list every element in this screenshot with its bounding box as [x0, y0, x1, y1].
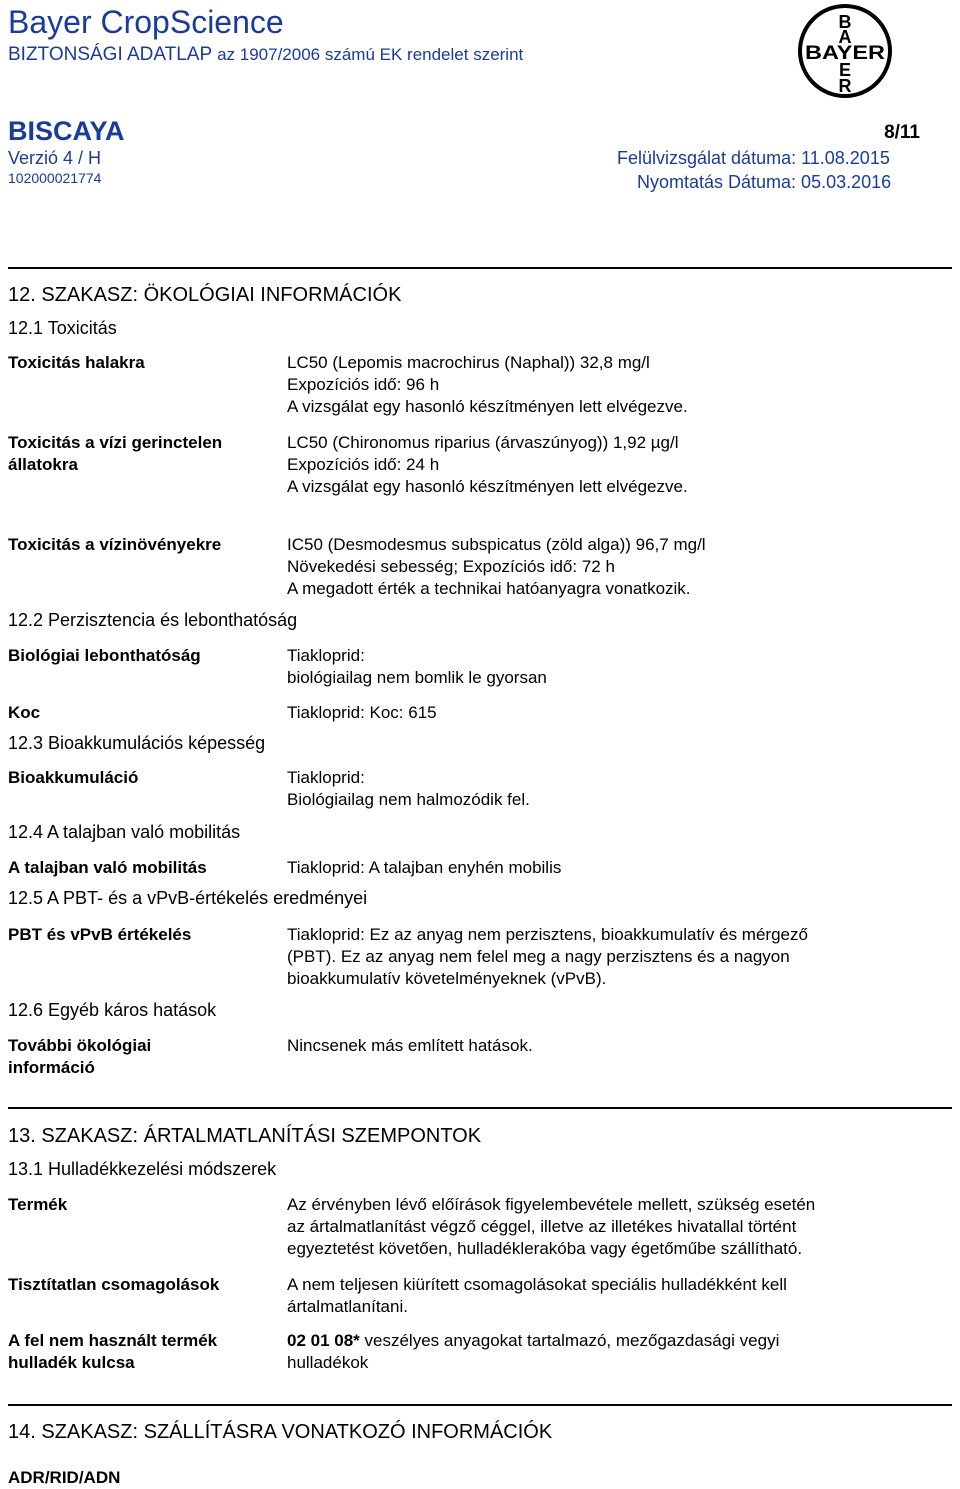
svg-text:A: A: [838, 27, 852, 47]
fish-toxicity-value: LC50 (Lepomis macrochirus (Naphal)) 32,8 mg/l: [287, 353, 650, 372]
version-label: Verzió 4 / H: [8, 148, 102, 168]
svg-text:E: E: [838, 60, 852, 80]
revision-date: Felülvizsgálat dátuma: 11.08.2015: [617, 148, 890, 168]
packaging-value: A nem teljesen kiürített csomagolásokat speciális hulladékként kell: [287, 1275, 787, 1294]
subsection-12-2-title: 12.2 Perzisztencia és lebonthatóság: [8, 610, 298, 630]
section-13-title: 13. SZAKASZ: ÁRTALMATLANÍTÁSI SZEMPONTOK: [8, 1125, 482, 1147]
other-info-label: További ökológiai: [8, 1036, 152, 1055]
pbt-label: PBT és vPvB értékelés: [8, 925, 192, 944]
pbt-value-line2: (PBT). Ez az anyag nem felel meg a nagy perzisztens és a nagyon: [287, 947, 790, 966]
pbt-value: Tiakloprid: Ez az anyag nem perzisztens, bioakkumulatív és mérgező: [287, 925, 808, 944]
fish-exposure: Expozíciós idő: 96 h: [287, 375, 440, 394]
subtitle-main: BIZTONSÁGI ADATLAP: [8, 44, 212, 65]
subsection-13-1-title: 13.1 Hulladékkezelési módszerek: [8, 1159, 277, 1179]
fish-toxicity-label: Toxicitás halakra: [8, 353, 145, 372]
pbt-value-line3: bioakkumulatív követelményeknek (vPvB).: [287, 969, 607, 988]
subsection-12-5-title: 12.5 A PBT- és a vPvB-értékelés eredményei: [8, 888, 368, 908]
waste-code: 02 01 08*: [287, 1331, 360, 1350]
subsection-12-4-title: 12.4 A talajban való mobilitás: [8, 822, 241, 842]
packaging-label: Tisztítatlan csomagolások: [8, 1275, 220, 1294]
aquatic-plant-toxicity-label: Toxicitás a vízinövényekre: [8, 535, 222, 554]
section-divider: [8, 1404, 952, 1406]
koc-label: Koc: [8, 703, 41, 722]
section-divider: [8, 1107, 952, 1109]
company-brand: Bayer CropScience: [8, 4, 284, 40]
other-info-value: Nincsenek más említett hatások.: [287, 1036, 533, 1055]
waste-code-label-line2: hulladék kulcsa: [8, 1353, 135, 1372]
bioaccumulation-value: Tiakloprid:: [287, 768, 365, 787]
subsection-12-6-title: 12.6 Egyéb káros hatások: [8, 1000, 217, 1020]
svg-text:R: R: [838, 76, 852, 96]
aquatic-plant-exposure: Növekedési sebesség; Expozíciós idő: 72 h: [287, 557, 615, 576]
soil-mobility-value: Tiakloprid: A talajban enyhén mobilis: [287, 858, 562, 877]
biodegradability-value-line2: biológiailag nem bomlik le gyorsan: [287, 668, 547, 687]
material-number: 102000021774: [8, 170, 102, 186]
waste-code-value: [287, 1330, 779, 1352]
product-name: BISCAYA: [8, 116, 125, 146]
product-disposal-value-line2: az ártalmatlanítást végző céggel, illetve az illetékes hivatallal történt: [287, 1217, 797, 1236]
document-subtitle: [8, 44, 523, 66]
biodegradability-label: Biológiai lebonthatóság: [8, 646, 201, 665]
page-number: 8/11: [884, 122, 920, 143]
invertebrate-toxicity-label: Toxicitás a vízi gerinctelen: [8, 433, 223, 452]
svg-text:B: B: [838, 12, 852, 32]
packaging-value-line2: ártalmatlanítani.: [287, 1297, 408, 1316]
other-info-label-line2: információ: [8, 1058, 95, 1077]
fish-note: A vizsgálat egy hasonló készítményen lett elvégezve.: [287, 397, 688, 416]
koc-value: Tiakloprid: Koc: 615: [287, 703, 437, 722]
svg-text:BAYER: BAYER: [805, 43, 886, 64]
bioaccumulation-label: Bioakkumuláció: [8, 768, 139, 787]
section-divider: [8, 267, 952, 269]
biodegradability-value: Tiakloprid:: [287, 646, 365, 665]
product-disposal-value-line3: egyeztetést követően, hulladéklerakóba vagy égetőműbe szállítható.: [287, 1239, 803, 1258]
waste-code-value-line2: hulladékok: [287, 1353, 369, 1372]
product-disposal-value: Az érvényben lévő előírások figyelembevétele mellett, szükség esetén: [287, 1195, 816, 1214]
invertebrate-toxicity-value: LC50 (Chironomus riparius (árvaszúnyog)) 1,92 µg/l: [287, 433, 679, 452]
invertebrate-toxicity-label-line2: állatokra: [8, 455, 78, 474]
section-14-title: 14. SZAKASZ: SZÁLLÍTÁSRA VONATKOZÓ INFORMÁCIÓK: [8, 1421, 553, 1443]
aquatic-plant-toxicity-value: IC50 (Desmodesmus subspicatus (zöld alga)) 96,7 mg/l: [287, 535, 706, 554]
section-12-title: 12. SZAKASZ: ÖKOLÓGIAI INFORMÁCIÓK: [8, 284, 402, 306]
waste-code-description: veszélyes anyagokat tartalmazó, mezőgazdasági vegyi: [359, 1331, 780, 1350]
soil-mobility-label: A talajban való mobilitás: [8, 858, 207, 877]
bayer-cross-logo-icon: [797, 3, 893, 99]
invertebrate-note: A vizsgálat egy hasonló készítményen lett elvégezve.: [287, 477, 688, 496]
subtitle-regulation: az 1907/2006 számú EK rendelet szerint: [217, 45, 524, 64]
aquatic-plant-note: A megadott érték a technikai hatóanyagra vonatkozik.: [287, 579, 691, 598]
invertebrate-exposure: Expozíciós idő: 24 h: [287, 455, 440, 474]
product-disposal-label: Termék: [8, 1195, 68, 1214]
bioaccumulation-value-line2: Biológiailag nem halmozódik fel.: [287, 790, 530, 809]
subsection-12-3-title: 12.3 Bioakkumulációs képesség: [8, 733, 266, 753]
print-date: Nyomtatás Dátuma: 05.03.2016: [637, 172, 892, 192]
waste-code-label: A fel nem használt termék: [8, 1331, 218, 1350]
subsection-12-1-title: 12.1 Toxicitás: [8, 318, 117, 338]
adr-rid-adn-heading: ADR/RID/ADN: [8, 1468, 121, 1487]
